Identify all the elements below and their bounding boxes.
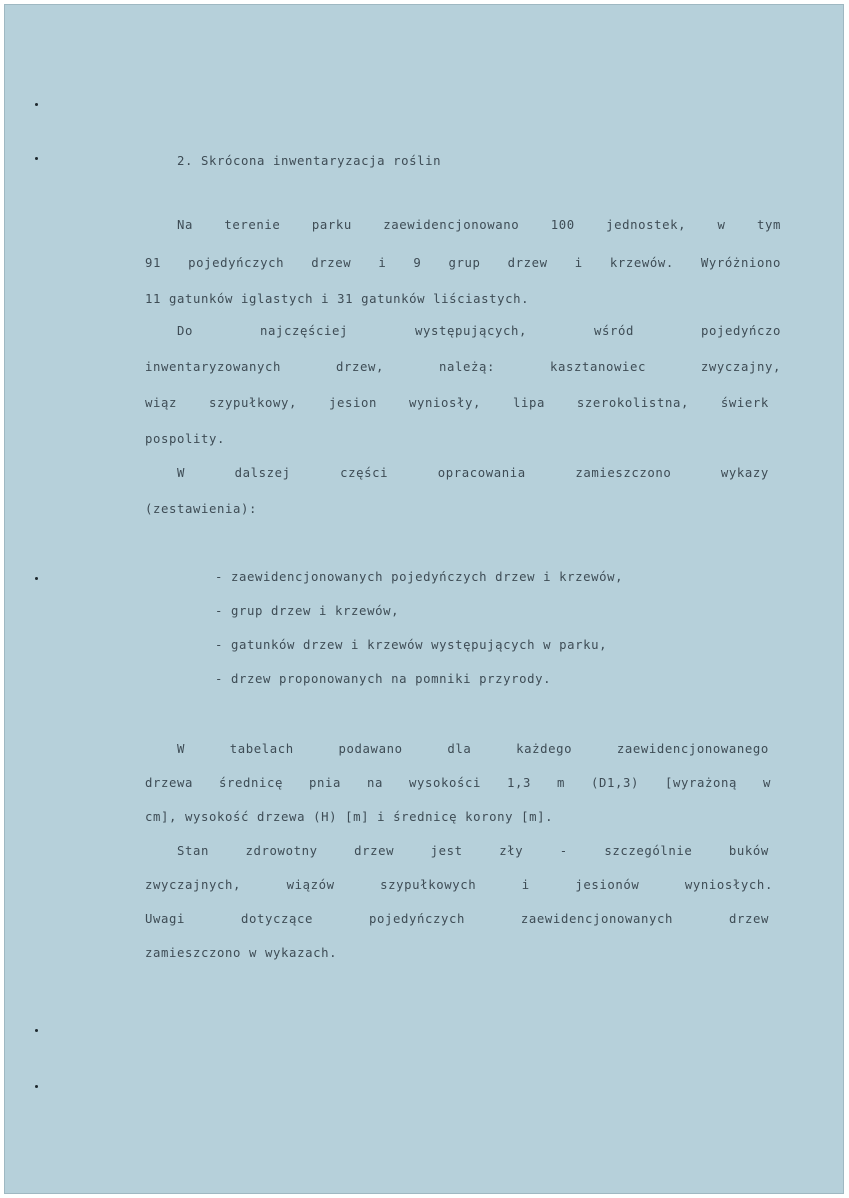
paragraph-5-line-4: zamieszczono w wykazach. [145,946,338,960]
word: drzew [728,912,769,926]
margin-dot [35,103,38,106]
paragraph-2-line-4: pospolity. [145,432,226,446]
word: zamieszczono [575,466,672,480]
word: dalszej [234,466,291,480]
word: wykazy [720,466,769,480]
word: Na [177,218,194,232]
word: (D1,3) [590,776,639,790]
word: tym [756,218,781,232]
word: [wyrażoną [664,776,737,790]
word: 9 [413,256,422,270]
word: inwentaryzowanych [145,360,282,374]
word: m [556,776,565,790]
paragraph-1-line-2 [145,255,781,271]
word: - [559,844,568,858]
margin-dot [35,1029,38,1032]
word: tabelach [229,742,294,756]
word: Stan [177,844,210,858]
paragraph-5-line-2 [145,877,773,893]
word: dotyczące [240,912,313,926]
word: świerk [720,396,769,410]
paragraph-4-line-2 [145,775,771,791]
word: zaewidencjonowano [383,218,520,232]
word: drzew [354,844,395,858]
word: Do [177,324,194,338]
word: drzew [507,256,548,270]
word: drzew [311,256,352,270]
word: jesionów [575,878,640,892]
paragraph-3-line-1 [177,465,769,481]
word: grup [448,256,481,270]
list-item: - drzew proponowanych na pomniki przyrody. [215,672,552,686]
word: zły [499,844,524,858]
list-item: - grup drzew i krzewów, [215,604,400,618]
word: i [574,256,583,270]
word: W [177,742,186,756]
word: w [717,218,726,232]
word: należą: [438,360,495,374]
word: najczęściej [259,324,349,338]
word: buków [728,844,769,858]
paragraph-3-line-2: (zestawienia): [145,502,258,516]
word: pojedyńczo [700,324,781,338]
word: parku [311,218,352,232]
list-item: - gatunków drzew i krzewów występujących w parku, [215,638,608,652]
word: wiązów [286,878,335,892]
word: pojedyńczych [368,912,465,926]
word: Wyróżniono [700,256,781,270]
word: szczególnie [604,844,693,858]
list-item: - zaewidencjonowanych pojedyńczych drzew i krzewów, [215,570,624,584]
word: zaewidencjonowanego [616,742,769,756]
word: szypułkowy, [208,396,298,410]
word: 91 [145,256,162,270]
word: W [177,466,186,480]
word: szypułkowych [380,878,477,892]
word: drzewa [145,776,194,790]
word: i [378,256,387,270]
word: wysokości [408,776,481,790]
word: lipa [512,396,545,410]
paragraph-5-line-1 [177,843,769,859]
word: 1,3 [506,776,531,790]
word: i [521,878,530,892]
word: każdego [516,742,573,756]
word: kasztanowiec [549,360,646,374]
word: zwyczajnych, [145,878,242,892]
word: 100 [550,218,575,232]
word: jednostek, [606,218,687,232]
margin-dot [35,577,38,580]
word: części [340,466,389,480]
word: pojedyńczych [188,256,285,270]
paragraph-2-line-3 [145,395,769,411]
word: jest [430,844,463,858]
word: krzewów. [609,256,674,270]
word: na [366,776,383,790]
word: zwyczajny, [700,360,781,374]
word: Uwagi [145,912,186,926]
paragraph-2-line-2 [145,359,781,375]
document-page [4,4,844,1194]
word: wyniosłych. [684,878,773,892]
word: wyniosły, [408,396,481,410]
paragraph-2-line-1 [177,323,781,339]
paragraph-1-line-1 [177,217,781,233]
word: szerokolistna, [576,396,689,410]
word: średnicę [219,776,284,790]
word: jesion [328,396,377,410]
word: zdrowotny [245,844,318,858]
word: występujących, [414,324,528,338]
paragraph-1-line-3: 11 gatunków iglastych i 31 gatunków liściastych. [145,292,530,306]
paragraph-4-line-3: cm], wysokość drzewa (H) [m] i średnicę korony [m]. [145,810,554,824]
margin-dot [35,157,38,160]
word: w [762,776,771,790]
word: terenie [224,218,281,232]
word: drzew, [336,360,385,374]
word: podawano [338,742,403,756]
word: wiąz [145,396,178,410]
margin-dot [35,1085,38,1088]
word: wśród [593,324,634,338]
paragraph-4-line-1 [177,741,769,757]
section-heading: 2. Skrócona inwentaryzacja roślin [177,154,442,168]
word: dla [447,742,472,756]
word: opracowania [437,466,526,480]
word: zaewidencjonowanych [520,912,673,926]
paragraph-5-line-3 [145,911,769,927]
word: pnia [309,776,342,790]
